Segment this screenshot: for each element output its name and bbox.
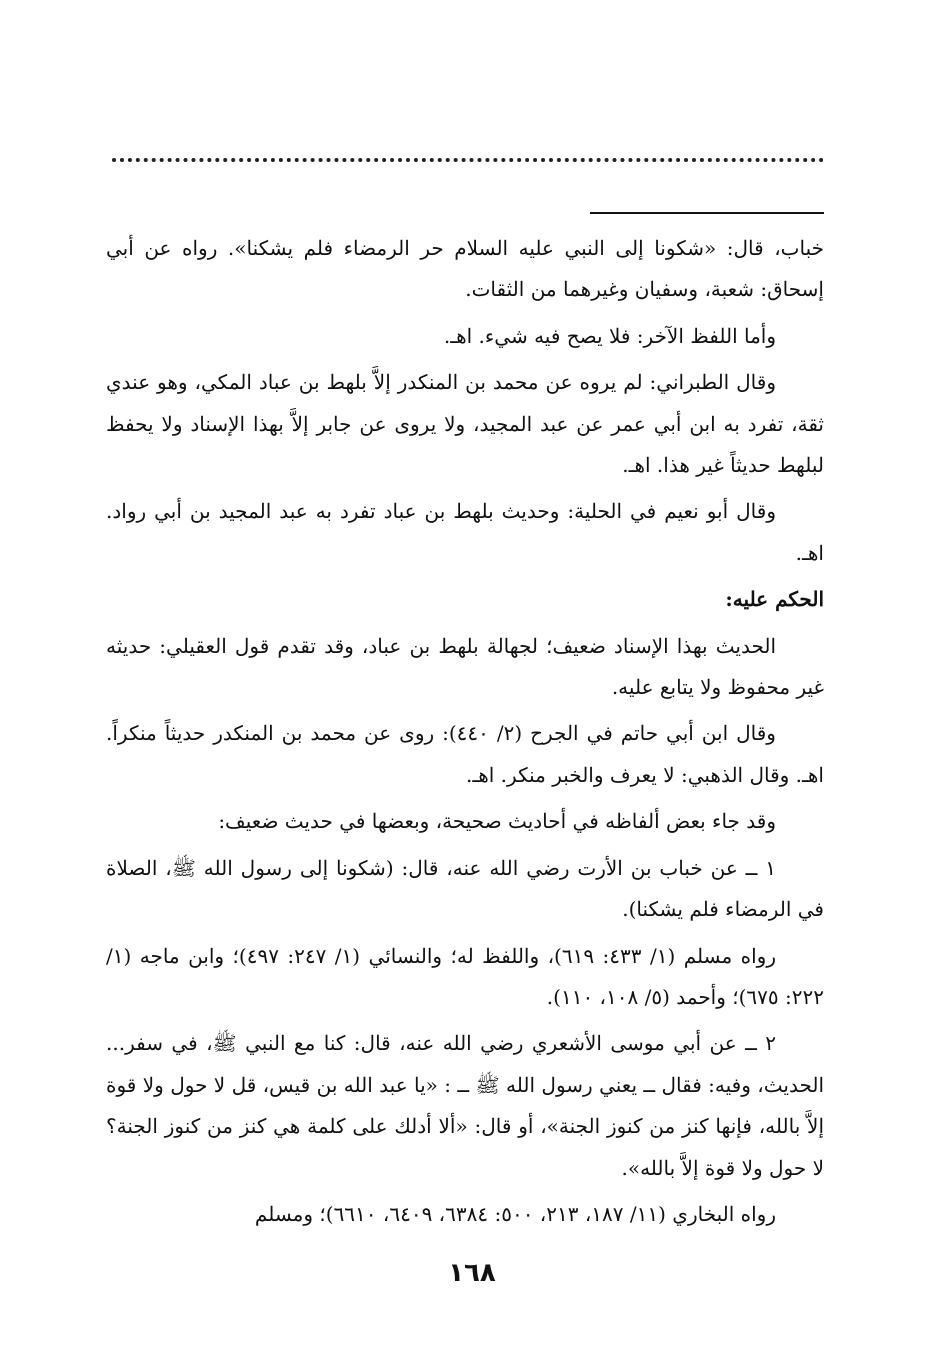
dotted-separator: [112, 158, 824, 162]
footnote-rule: [590, 212, 824, 214]
paragraph-7: وقد جاء بعض ألفاظه في أحاديث صحيحة، وبعضها في حديث ضعيف:: [218, 809, 776, 834]
page-body: [106, 228, 824, 1240]
hadith-1: ١ ــ عن خباب بن الأرت رضي الله عنه، قال: (شكونا إلى رسول الله ﷺ، الصلاة في الرمضاء فلم يشكنا).: [106, 855, 824, 922]
paragraph-2: وأما اللفظ الآخر: فلا يصح فيه شيء. اهـ.: [443, 323, 776, 348]
hadith-2-sources: رواه البخاري (١١/ ١٨٧، ٢١٣، ٥٠٠: ٦٣٨٤، ٦٤٠٩، ٦٦١٠)؛ ومسلم: [254, 1201, 776, 1226]
paragraph-6: وقال ابن أبي حاتم في الجرح (٢/ ٤٤٠): روى عن محمد بن المنكدر حديثاً منكراً. اهـ. وقال الذهبي: لا يعرف والخبر منكر. اهـ.: [106, 721, 824, 787]
paragraph-1: خباب، قال: «شكونا إلى النبي عليه السلام حر الرمضاء فلم يشكنا». رواه عن أبي إسحاق: شعبة، وسفيان وغيرهما من الثقات.: [106, 236, 824, 302]
hadith-2: ٢ ــ عن أبي موسى الأشعري رضي الله عنه، قال: كنا مع النبي ﷺ، في سفر... الحديث، وفيه: فقال ــ يعني رسول الله ﷺ ــ : «يا عبد الله بن قيس، قل لا حول ولا قوة إلاَّ بالله، فإنها كنز من كنوز الجنة»، أو قال: «ألا أدلك على كلمة هي كنز من كنوز الجنة؟ لا حول ولا قوة إلاَّ بالله».: [106, 1031, 824, 1180]
hadith-1-sources: رواه مسلم (١/ ٤٣٣: ٦١٩)، واللفظ له؛ والنسائي (١/ ٢٤٧: ٤٩٧)؛ وابن ماجه (١/ ٢٢٢: ٦٧٥)؛ وأحمد (٥/ ١٠٨، ١١٠).: [106, 943, 824, 1009]
paragraph-5: الحديث بهذا الإسناد ضعيف؛ لجهالة بلهط بن عباد، وقد تقدم قول العقيلي: حديثه غير محفوظ ولا يتابع عليه.: [106, 633, 824, 700]
paragraph-4: وقال أبو نعيم في الحلية: وحديث بلهط بن عباد تفرد به عبد المجيد بن أبي رواد. اهـ.: [106, 499, 824, 565]
paragraph-3: وقال الطبراني: لم يروه عن محمد بن المنكدر إلاَّ بلهط بن عباد المكي، وهو عندي ثقة، تفرد به ابن أبي عمر عن عبد المجيد، ولا يروى عن جابر إلاَّ بهذا الإسناد ولا يحفظ لبلهط حديثاً غير هذا. اهـ.: [106, 370, 824, 478]
section-heading: الحكم عليه:: [725, 587, 824, 612]
page-number: ١٦٨: [448, 1258, 496, 1288]
